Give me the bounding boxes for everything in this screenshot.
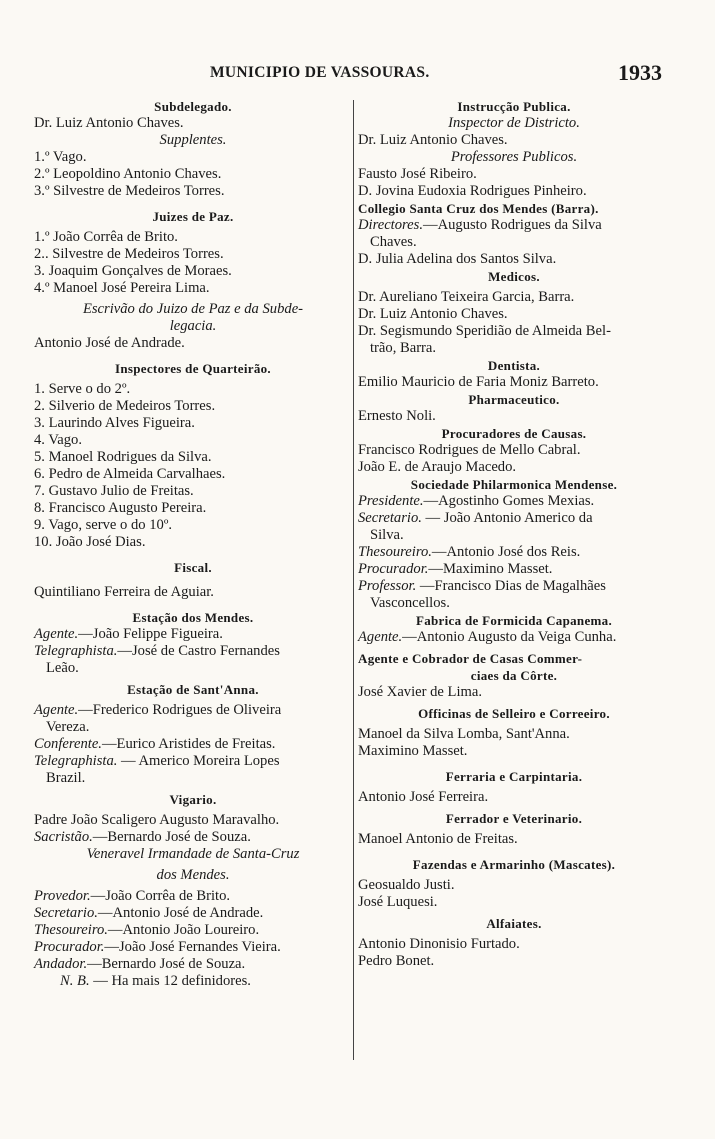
entry: 9. Vago, serve o do 10º. [34,517,173,533]
role-label: Provedor. [34,888,91,904]
person-name: —Augusto Rodrigues da Silva [422,217,602,233]
section-heading: Fabrica de Formicida Capanema. [415,613,613,628]
entry: 6. Pedro de Almeida Carvalhaes. [34,466,226,482]
entry: Antonio José Ferreira. [358,789,489,805]
person-name: —Bernardo José de Souza. [92,829,251,845]
section-heading: Officinas de Selleiro e Correeiro. [418,706,610,721]
role-label: Agente. [34,702,79,718]
right-column [358,98,670,970]
column-divider [353,100,354,1060]
role-label: Presidente. [358,493,424,509]
entry [358,493,670,510]
note-text: — Ha mais 12 definidores. [89,973,251,989]
role-label: Secretario. [34,905,98,921]
entry [34,939,352,956]
section-heading: Medicos. [488,269,540,284]
section-heading: Ferrador e Veterinario. [445,811,583,826]
note [34,973,352,990]
entry-continuation: Silva. [370,527,404,543]
person-name: — João Antonio Americo da [421,510,593,526]
entry [34,736,352,753]
entry: Quintiliano Ferreira de Aguiar. [34,584,214,600]
entry [34,829,352,846]
person-name: —Antonio José de Andrade. [97,905,264,921]
role-label: Telegraphista. [34,753,118,769]
entry: Dr. Luiz Antonio Chaves. [358,132,508,148]
entry: 1. Serve o do 2º. [34,381,131,397]
person-name: —Antonio Augusto da Veiga Cunha. [402,629,617,645]
section-heading: Fazendas e Armarinho (Mascates). [412,857,616,872]
entry [34,643,352,660]
entry: 3. Laurindo Alves Figueira. [34,415,195,431]
section-heading: Veneravel Irmandade de Santa-Cruz [86,846,300,862]
section-heading: Procuradores de Causas. [441,426,587,441]
person-name: — Americo Moreira Lopes [117,753,280,769]
entry: Manoel Antonio de Freitas. [358,831,518,847]
person-name: —João Corrêa de Brito. [90,888,231,904]
section-heading: Juizes de Paz. [152,209,234,224]
entry [34,922,352,939]
person-name: —Agostinho Gomes Mexias. [423,493,595,509]
entry [34,956,352,973]
entry [34,905,352,922]
section-heading: Supplentes. [159,132,227,148]
entry: 2.. Silvestre de Medeiros Torres. [34,246,224,262]
entry: 1.º João Corrêa de Brito. [34,229,178,245]
entry: Emilio Mauricio de Faria Moniz Barreto. [358,374,599,390]
entry: Geosualdo Justi. [358,877,455,893]
role-label: Agente. [358,629,403,645]
entry: Antonio José de Andrade. [34,335,185,351]
section-heading: legacia. [169,318,217,334]
person-name: —Antonio João Loureiro. [107,922,260,938]
role-label: Telegraphista. [34,643,118,659]
entry [358,578,670,595]
person-name: —Frederico Rodrigues de Oliveira [78,702,282,718]
entry [358,561,670,578]
note-label: N. B. [60,973,90,989]
entry: 10. João José Dias. [34,534,146,550]
role-label: Andador. [34,956,88,972]
entry: 5. Manoel Rodrigues da Silva. [34,449,212,465]
section-heading: Pharmaceutico. [468,392,560,407]
section-heading: Vigario. [169,792,217,807]
entry: Maximino Masset. [358,743,468,759]
role-label: Conferente. [34,736,102,752]
entry: D. Julia Adelina dos Santos Silva. [358,251,557,267]
section-heading: Agente e Cobrador de Casas Commer- [358,651,583,666]
entry-continuation: Leão. [46,660,79,676]
entry: Antonio Dinonisio Furtado. [358,936,520,952]
section-heading: Inspector de Districto. [448,115,580,131]
left-column [34,98,352,990]
section-heading: Collegio Santa Cruz dos Mendes (Barra). [358,201,599,216]
entry: D. Jovina Eudoxia Rodrigues Pinheiro. [358,183,587,199]
entry: Padre João Scaligero Augusto Maravalho. [34,812,280,828]
entry-continuation: Vasconcellos. [370,595,450,611]
entry [34,753,352,770]
role-label: Procurador. [34,939,105,955]
entry: Dr. Luiz Antonio Chaves. [34,115,184,131]
entry: Dr. Luiz Antonio Chaves. [358,306,508,322]
entry: 1.º Vago. [34,149,87,165]
role-label: Agente. [34,626,79,642]
entry: 3. Joaquim Gonçalves de Moraes. [34,263,232,279]
entry: Francisco Rodrigues de Mello Cabral. [358,442,581,458]
entry: Fausto José Ribeiro. [358,166,477,182]
role-label: Sacristão. [34,829,93,845]
page-number: 1933 [618,60,662,85]
entry: José Luquesi. [358,894,438,910]
person-name: —João Felippe Figueira. [78,626,223,642]
section-heading: Instrucção Publica. [457,99,571,114]
entry [358,544,670,561]
section-heading: Ferraria e Carpintaria. [445,769,583,784]
entry-continuation: Brazil. [46,770,86,786]
section-heading: Escrivão do Juizo de Paz e da Subde- [82,301,304,317]
entry: Pedro Bonet. [358,953,435,969]
entry [34,702,352,719]
person-name: —Antonio José dos Reis. [431,544,581,560]
entry: Manoel da Silva Lomba, Sant'Anna. [358,726,570,742]
role-label: Professor. [358,578,417,594]
role-label: Procurador. [358,561,429,577]
entry [34,626,352,643]
entry: 3.º Silvestre de Medeiros Torres. [34,183,225,199]
entry: João E. de Araujo Macedo. [358,459,517,475]
entry: Dr. Aureliano Teixeira Garcia, Barra. [358,289,575,305]
entry: 8. Francisco Augusto Pereira. [34,500,207,516]
entry: 2. Silverio de Medeiros Torres. [34,398,216,414]
entry-continuation: trão, Barra. [370,340,437,356]
person-name: —José de Castro Fernandes [117,643,280,659]
person-name: —Eurico Aristides de Freitas. [101,736,276,752]
entry-continuation: Vereza. [46,719,90,735]
entry [358,217,670,234]
section-heading: Dentista. [487,358,541,373]
entry [358,629,670,646]
entry [34,888,352,905]
section-heading: ciaes da Côrte. [470,668,558,683]
entry [358,510,670,527]
role-label: Thesoureiro. [358,544,432,560]
section-heading: Sociedade Philarmonica Mendense. [410,477,618,492]
entry-continuation: Chaves. [370,234,417,250]
role-label: Secretario. [358,510,422,526]
section-heading: Fiscal. [174,560,212,575]
person-name: —Maximino Masset. [428,561,553,577]
person-name: —Francisco Dias de Magalhães [416,578,606,594]
section-heading: Subdelegado. [154,99,232,114]
section-heading: Estação dos Mendes. [132,610,254,625]
section-heading: Inspectores de Quarteirão. [115,361,271,376]
section-heading: Alfaiates. [486,916,542,931]
entry: 2.º Leopoldino Antonio Chaves. [34,166,222,182]
entry: 4.º Manoel José Pereira Lima. [34,280,210,296]
section-heading: Professores Publicos. [450,149,578,165]
entry: José Xavier de Lima. [358,684,483,700]
section-heading: Estação de Sant'Anna. [127,682,259,697]
entry: 4. Vago. [34,432,82,448]
person-name: —João José Fernandes Vieira. [104,939,281,955]
role-label: Directores. [358,217,423,233]
entry: Ernesto Noli. [358,408,436,424]
page-title: MUNICIPIO DE VASSOURAS. [210,64,430,81]
entry: 7. Gustavo Julio de Freitas. [34,483,194,499]
page-header [0,60,715,90]
role-label: Thesoureiro. [34,922,108,938]
section-heading: dos Mendes. [156,867,230,883]
entry: Dr. Segismundo Speridião de Almeida Bel- [358,323,611,339]
person-name: —Bernardo José de Souza. [87,956,246,972]
